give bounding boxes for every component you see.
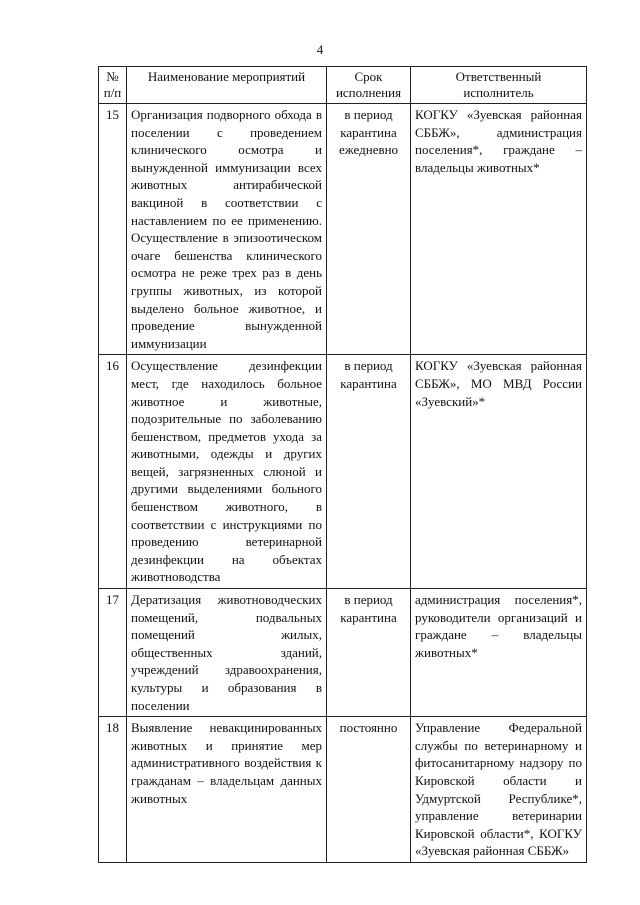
- measure-responsible: КОГКУ «Зуевская районная СББЖ», МО МВД России «Зуевский»*: [411, 355, 587, 589]
- measure-name: Организация подворного обхода в поселении с проведением клинического осмотра и вынужденной иммунизации всех животных антирабической вакциной в соответствии с наставлением по ее применению. Осуществление в эпизоотическом очаге бешенства клинического осмотра не реже трех раз в день группы животных, из которой выделено больное животное, и проведение вынужденной иммунизации: [127, 104, 327, 355]
- row-number: 16: [99, 355, 127, 589]
- page-number: 4: [316, 42, 324, 57]
- measure-name: Дератизация животноводческих помещений, подвальных помещений жилых, общественных зданий, учреждений здравоохранения, культуры и образования в поселении: [127, 589, 327, 717]
- measure-name: Осуществление дезинфекции мест, где находилось больное животное и животные, подозрительные по заболеванию бешенством, предметов ухода за животными, одежды и других вещей, загрязненных слюной и другими выделениями больного бешенством животного, в соответствии с инструкциями по проведению ветеринарной дезинфекции на объектах животноводства: [127, 355, 327, 589]
- row-number: 17: [99, 589, 127, 717]
- measure-term: в период карантина: [327, 355, 411, 589]
- measures-table: [98, 66, 587, 863]
- header-number-line-2: п/п: [103, 85, 122, 100]
- table-row: [99, 104, 587, 355]
- header-term-line-2: исполнения: [335, 85, 402, 100]
- header-responsible: [411, 67, 587, 104]
- header-responsible-line-2: исполнитель: [463, 85, 534, 100]
- row-number: 18: [99, 717, 127, 863]
- measure-term: в период карантина ежедневно: [327, 104, 411, 355]
- measure-term: в период карантина: [327, 589, 411, 717]
- header-responsible-line-1: Ответственный: [455, 69, 542, 84]
- measure-name: Выявление невакцинированных животных и принятие мер административного воздействия к гражданам – владельцам данных животных: [127, 717, 327, 863]
- table-row: [99, 355, 587, 589]
- table-row: [99, 717, 587, 863]
- header-term: [327, 67, 411, 104]
- measure-responsible: КОГКУ «Зуевская районная СББЖ», администрация поселения*, граждане – владельцы животных*: [411, 104, 587, 355]
- header-number-line-1: №: [106, 69, 119, 84]
- measure-responsible: администрация поселения*, руководители организаций и граждане – владельцы животных*: [411, 589, 587, 717]
- header-name: Наименование мероприятий: [127, 67, 327, 104]
- row-number: 15: [99, 104, 127, 355]
- table-header-row: [99, 67, 587, 104]
- measure-term: постоянно: [327, 717, 411, 863]
- measure-responsible: Управление Федеральной службы по ветеринарному и фитосанитарному надзору по Кировской области и Удмуртской Республике*, управление ветеринарии Кировской области*, КОГКУ «Зуевская районная СББЖ»: [411, 717, 587, 863]
- header-term-line-1: Срок: [354, 69, 383, 84]
- header-number: [99, 67, 127, 104]
- table-row: [99, 589, 587, 717]
